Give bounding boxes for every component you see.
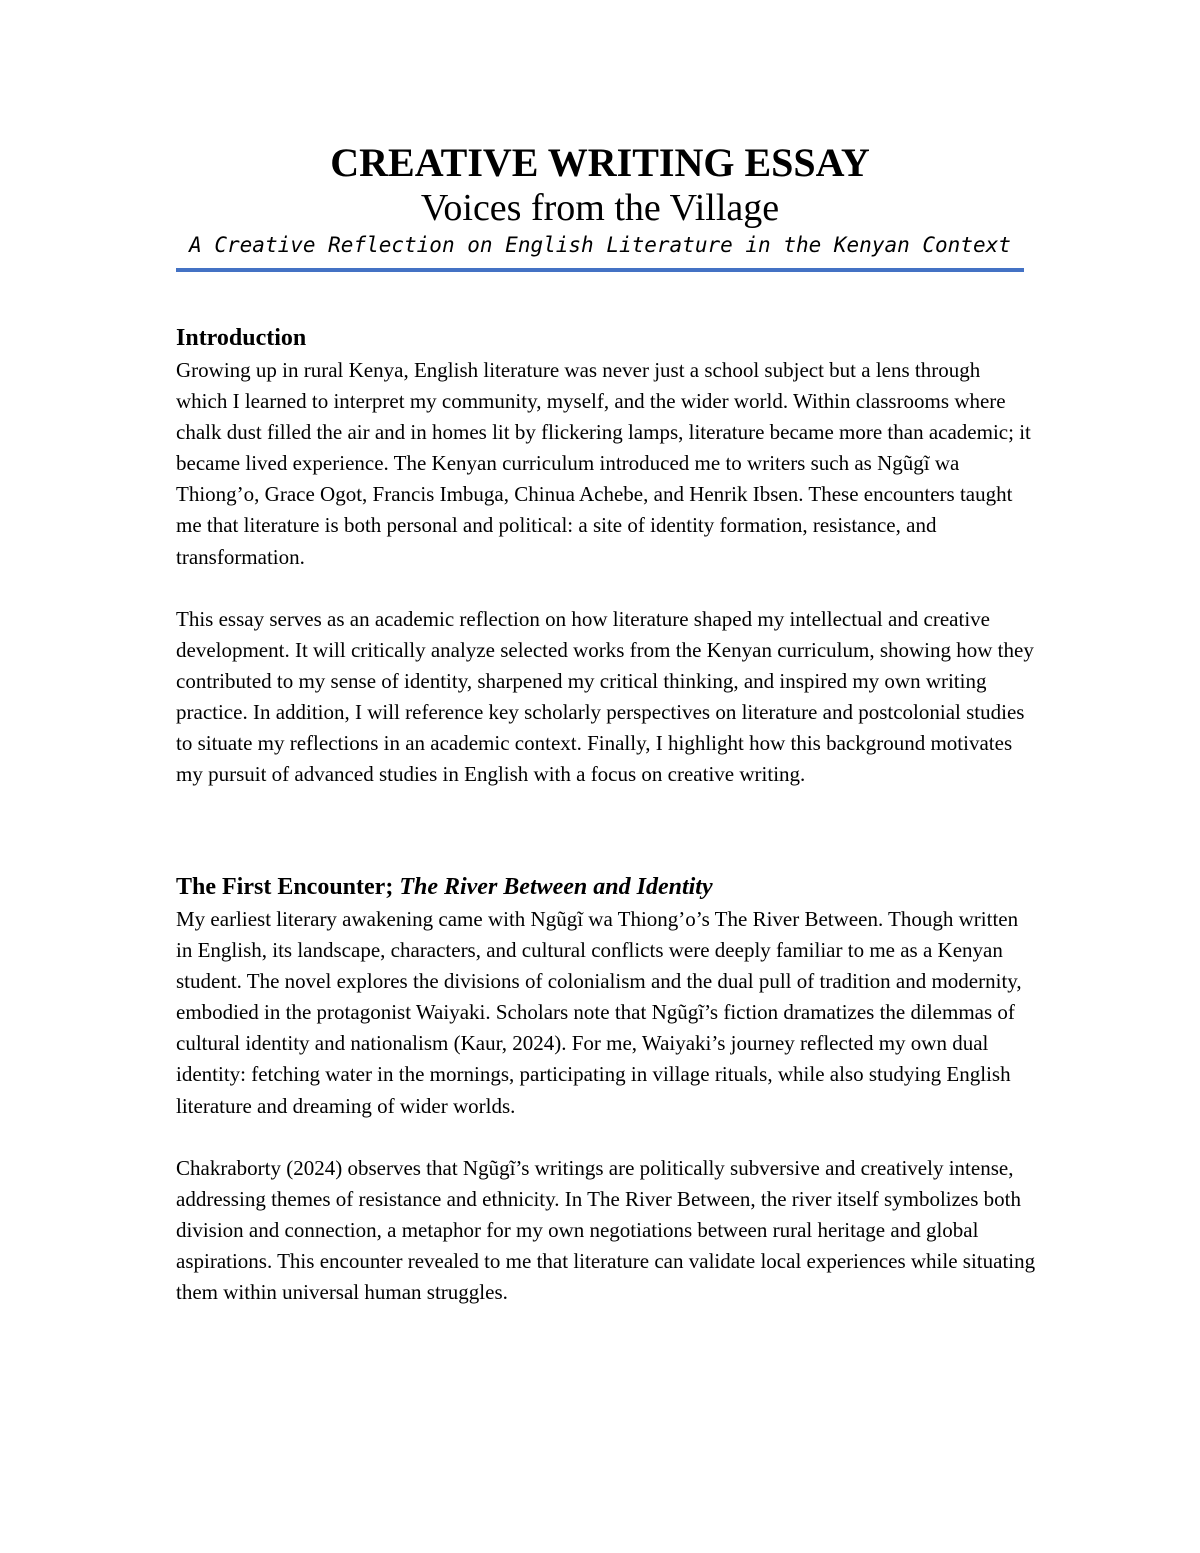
section-introduction [176,322,1036,790]
section-heading-prefix: The First Encounter; [176,874,400,900]
section-first-encounter [176,871,1036,1308]
document-subtitle: Voices from the Village [420,187,780,229]
section-heading-italic: The River Between and Identity [399,874,713,900]
paragraph: Growing up in rural Kenya, English literature was never just a school subject but a lens through which I learned to interpret my community, myself, and the wider world. Within classrooms where chalk dust filled the air and in homes lit by flickering lamps, literature became more than academic; it became lived experience. The Kenyan curriculum introduced me to writers such as Ngũgĩ wa Thiong’o, Grace Ogot, Francis Imbuga, Chinua Achebe, and Henrik Ibsen. These encounters taught me that literature is both personal and political: a site of identity formation, resistance, and transformation. [176,358,1031,569]
document-title: CREATIVE WRITING ESSAY [330,140,870,185]
paragraph: Chakraborty (2024) observes that Ngũgĩ’s writings are politically subversive and creatively intense, addressing themes of resistance and ethnicity. In The River Between, the river itself symbolizes both division and connection, a metaphor for my own negotiations between rural heritage and global aspirations. This encounter revealed to me that literature can validate local experiences while situating them within universal human struggles. [176,1155,1036,1305]
paragraph: This essay serves as an academic reflection on how literature shaped my intellectual and creative development. It will critically analyze selected works from the Kenyan curriculum, showing how they contributed to my sense of identity, sharpened my critical thinking, and inspired my own writing practice. In addition, I will reference key scholarly perspectives on literature and postcolonial studies to situate my reflections in an academic context. Finally, I highlight how this background motivates my pursuit of advanced studies in English with a focus on creative writing. [176,606,1034,787]
document-header [176,140,1024,260]
title-divider [176,268,1024,272]
section-heading: Introduction [176,325,307,351]
paragraph: My earliest literary awakening came with Ngũgĩ wa Thiong’o’s The River Between. Though written in English, its landscape, characters, and cultural conflicts were deeply familiar to me as a Kenyan student. The novel explores the divisions of colonialism and the dual pull of tradition and modernity, embodied in the protagonist Waiyaki. Scholars note that Ngũgĩ’s fiction dramatizes the dilemmas of cultural identity and nationalism (Kaur, 2024). For me, Waiyaki’s journey reflected my own dual identity: fetching water in the mornings, participating in village rituals, while also studying English literature and dreaming of wider worlds. [176,907,1022,1118]
section-heading [176,871,1036,904]
document-tagline: A Creative Reflection on English Literature in the Kenyan Context [189,233,1011,257]
